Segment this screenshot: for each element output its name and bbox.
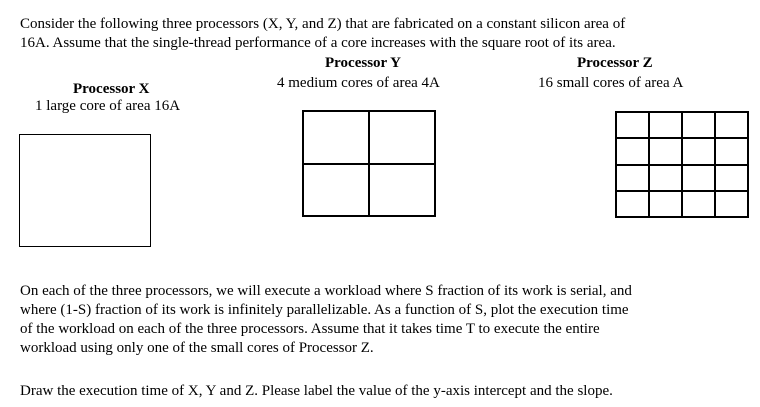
- processor-y-description: 4 medium cores of area 4A: [277, 75, 440, 91]
- processor-z-core: [715, 191, 748, 217]
- processor-z-core: [649, 191, 682, 217]
- processor-z-core-grid: [615, 111, 749, 218]
- processor-z-core: [649, 165, 682, 191]
- processor-z-core: [715, 112, 748, 138]
- workload-line-1: On each of the three processors, we will execute a workload where S fraction of its work is serial, and: [20, 283, 632, 299]
- processor-z-core: [649, 112, 682, 138]
- processor-z-core: [616, 112, 649, 138]
- processor-z-core: [616, 165, 649, 191]
- workload-line-3: of the workload on each of the three processors. Assume that it takes time T to execute the entire: [20, 321, 600, 337]
- intro-line-2: 16A. Assume that the single-thread performance of a core increases with the square root of its area.: [20, 35, 616, 51]
- intro-line-1: Consider the following three processors (X, Y, and Z) that are fabricated on a constant silicon area of: [20, 16, 626, 32]
- processor-z-core: [616, 138, 649, 164]
- processor-y-core: [303, 164, 369, 217]
- question-text: Draw the execution time of X, Y and Z. Please label the value of the y-axis intercept and the slope.: [20, 383, 613, 399]
- processor-z-core: [682, 165, 715, 191]
- processor-x-title: Processor X: [73, 81, 150, 97]
- workload-line-4: workload using only one of the small cores of Processor Z.: [20, 340, 374, 356]
- processor-y-core: [303, 111, 369, 164]
- processor-z-core: [715, 138, 748, 164]
- processor-z-core: [715, 165, 748, 191]
- processor-z-core: [682, 112, 715, 138]
- processor-y-core: [369, 164, 435, 217]
- processor-y-title: Processor Y: [325, 55, 401, 71]
- processor-z-core: [682, 191, 715, 217]
- processor-z-core: [649, 138, 682, 164]
- processor-x-description: 1 large core of area 16A: [35, 98, 181, 114]
- processor-z-core: [682, 138, 715, 164]
- processor-y-core: [369, 111, 435, 164]
- processor-z-description: 16 small cores of area A: [538, 75, 684, 91]
- workload-line-2: where (1-S) fraction of its work is infinitely parallelizable. As a function of S, plot the execution time: [20, 302, 629, 318]
- processor-z-core: [616, 191, 649, 217]
- processor-y-core-grid: [302, 110, 436, 217]
- processor-x-core-diagram: [19, 134, 151, 247]
- processor-z-title: Processor Z: [577, 55, 653, 71]
